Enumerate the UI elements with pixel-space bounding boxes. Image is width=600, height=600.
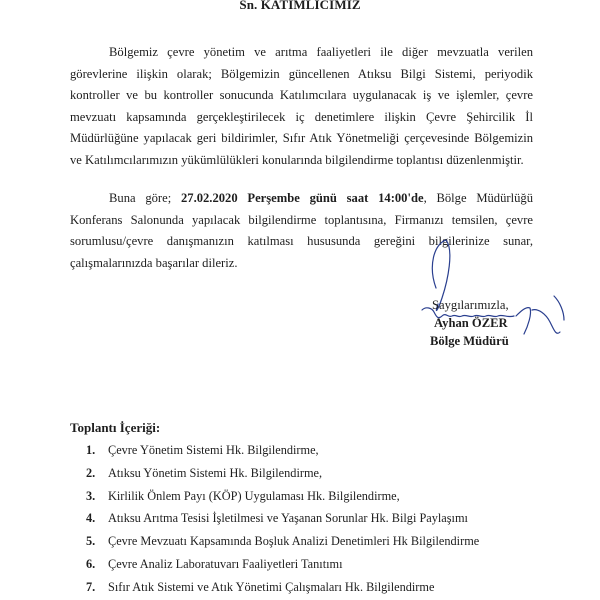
agenda-item-number: 7. — [86, 579, 96, 594]
meeting-date-time: 27.02.2020 Perşembe günü saat 14:00'de — [180, 191, 424, 205]
agenda-item-text: Atıksu Yönetim Sistemi Hk. Bilgilendirme, — [108, 465, 323, 480]
agenda-item — [86, 462, 479, 485]
signatory-name: Ayhan ÖZER — [434, 316, 508, 330]
agenda-item — [86, 507, 479, 530]
agenda-item-number: 4. — [86, 511, 96, 526]
agenda-item-number: 1. — [86, 443, 96, 457]
agenda-heading: Toplantı İçeriği: — [70, 420, 161, 435]
agenda-item — [86, 439, 479, 462]
paragraph-announcement — [70, 42, 533, 171]
signatory-title: Bölge Müdürü — [430, 334, 509, 348]
paragraph-1-text: Bölgemiz çevre yönetim ve arıtma faaliyetleri ile diğer mevzuatla verilen görevlerine ilişkin olarak; Bölgemizin güncellenen Atıksu Bilgi Sistemi, periyodik kontroller ve bu kontroller sonucunda Katılımcılara uygulanacak iş ve işlemler, çevre mevzuatı kapsamında gerçekleştirilecek iç denetimlere ilişkin Çevre Şehircilik İl Müdürlüğüne yapılacak geri bildirimler, Sıfır Atık Yönetmeliği çerçevesinde Bölgemizin ve Katılımcılarımızın yükümlülükleri konularında bilgilendirme toplantısı düzenlenmiştir. — [70, 45, 533, 167]
agenda-item — [86, 576, 479, 599]
closing-salutation: Saygılarımızla, — [432, 298, 509, 312]
paragraph-2-intro: Buna göre; — [109, 191, 181, 205]
agenda-item-text: Çevre Yönetim Sistemi Hk. Bilgilendirme, — [108, 443, 319, 457]
agenda-item — [86, 530, 479, 553]
agenda-list — [86, 439, 479, 599]
paragraph-2-rest: , Bölge Müdürlüğü Konferans Salonunda yapılacak bilgilendirme toplantısına, Firmanızı temsilen, çevre sorumlusu/çevre danışmanızın katılması hususunda gereğini bilgilerinize sunar, çalışmalarınızda başarılar dileriz. — [70, 191, 533, 270]
addressee-heading: Sn. KATIMLICIMIZ — [239, 0, 361, 12]
agenda-item-number: 5. — [86, 534, 96, 549]
agenda-item-text: Atıksu Arıtma Tesisi İşletilmesi ve Yaşanan Sorunlar Hk. Bilgi Paylaşımı — [108, 511, 468, 526]
agenda-item-number: 2. — [86, 465, 96, 480]
agenda-item-text: Çevre Analiz Laboratuvarı Faaliyetleri Tanıtımı — [108, 556, 343, 571]
agenda-item-text: Sıfır Atık Sistemi ve Atık Yönetimi Çalışmaları Hk. Bilgilendirme — [108, 579, 435, 594]
agenda-item-number: 6. — [86, 556, 96, 571]
agenda-item-text: Çevre Mevzuatı Kapsamında Boşluk Analizi Denetimleri Hk Bilgilendirme — [108, 534, 480, 549]
agenda-item-text: Kirlilik Önlem Payı (KÖP) Uygulaması Hk. Bilgilendirme, — [108, 488, 400, 503]
agenda-item — [86, 553, 479, 576]
agenda-item — [86, 485, 479, 508]
agenda-item-number: 3. — [86, 488, 96, 503]
